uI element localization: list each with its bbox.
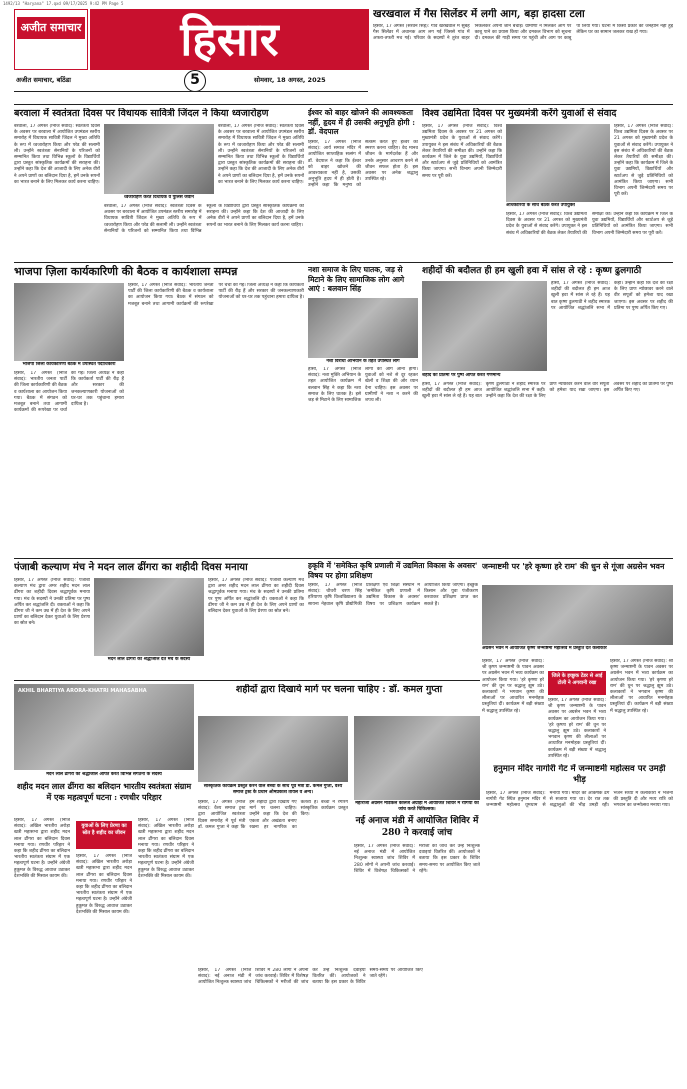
body-cont: हिसार, 17 अगस्त (निजि संवाद): श्री कृष्ण जन्माष्टमी के पावन अवसर पर अग्रसेन भवन में भव्य कार्यक्रम का आयोजन किया गया। 'हरे कृष्णा हरे राम' की धुन पर श्रद्धालु झूम उठे। कलाकारों ने भगवान कृष्ण की लीलाओं पर आधारित मनमोहक प्रस्तुतियां दीं। कार्यक्रम में बड़ी संख्या में श्रद्धालु उपस्थित रहे। — [610, 659, 673, 714]
paper-name-box — [14, 9, 88, 70]
body: हिसार, 17 अगस्त (निजि संवाद): विश्व उद्यमिता दिवस के अवसर पर 21 अगस्त को मुख्यमंत्री प्रदेश के युवाओं से संवाद करेंगे। उपायुक्त ने इस संबंध में अधिकारियों की बैठक लेकर तैयारियों की समीक्षा की। उन्होंने कहा कि कार्यक्रम में जिले के युवा उद्यमियों, विद्यार्थियों और स्टार्टअप से जुड़े प्रतिनिधियों को आमंत्रित किया जाएगा। सभी विभाग अपनी जिम्मेदारी समय पर पूरी करें। — [422, 124, 502, 179]
caption: अधिकारियों के साथ बैठक करते उपायुक्त — [506, 203, 575, 208]
body: हिसार, 17 अगस्त (निजि संवाद): वैश्य समाज ट्रस्ट द्वारा आयोजित स्वतंत्रता दिवस समारोह में पूर्व मंत्री डॉ. कमल गुप्ता ने कहा कि हमें शहीदों द्वारा दिखाये गए मार्ग पर चलना चाहिए। उन्होंने कहा कि देश की एकता और अखंडता बनाए रखना हर नागरिक का कर्तव्य है। बच्चों ने रंगारंग सांस्कृतिक कार्यक्रम प्रस्तुत किए। — [198, 800, 348, 830]
city-title: हिसार — [180, 12, 279, 66]
body: हिसार, 17 अगस्त (निजि संवाद): नागोरी गेट स्थित हनुमान मंदिर में जन्माष्टमी महोत्सव धूमधाम से मनाया गया। मंदिर को आकर्षक ढंग से सजाया गया था। देर रात तक श्रद्धालुओं की भीड़ उमड़ी रही। भजन संध्या में कलाकारों ने भजनों की प्रस्तुति दी और मध्य रात्रि को भगवान का जन्मोत्सव मनाया गया। — [486, 791, 673, 809]
article-hanuman — [486, 764, 673, 1084]
body-cont2: हिसार, 17 अगस्त (निजि संवाद): श्री कृष्ण जन्माष्टमी के पावन अवसर पर अग्रसेन भवन में भव्य कार्यक्रम का आयोजन किया गया। 'हरे कृष्णा हरे राम' की धुन पर श्रद्धालु झूम उठे। कलाकारों ने भगवान कृष्ण की लीलाओं पर आधारित मनमोहक प्रस्तुतियां दीं। कार्यक्रम में बड़ी संख्या में श्रद्धालु उपस्थित रहे। — [548, 698, 606, 758]
body: हांसी, 17 अगस्त (निजि संवाद): शहीदों की बदौलत ही हम आज खुली हवा में सांस ले रहे हैं। यह बात कृष्ण ढुलगाठी ने शहीद स्मारक पर आयोजित श्रद्धांजलि सभा में कही। उन्होंने कहा कि देश की रक्षा के लिए प्राण न्योछावर करने वाले वीर सपूतों को हमेशा याद रखा जाएगा। इस अवसर पर शहीद की प्रतिमा पर पुष्प अर्पित किए गए। — [551, 281, 673, 311]
photo — [94, 578, 204, 656]
body-cont: हिसार, 17 अगस्त (निजि संवाद): भारतीय जनता पार्टी की जिला कार्यकारिणी की बैठक व कार्यशाला का आयोजन किया गया। बैठक में संगठन को मजबूत बनाने तथा आगामी कार्यक्रमों की रूपरेखा पर चर्चा की गई। जिला अध्यक्ष ने कहा कि कार्यकर्ता पार्टी की रीढ़ हैं और सरकार की जनकल्याणकारी योजनाओं को घर-घर तक पहुंचाना हमारा दायित्व है। — [14, 371, 124, 414]
body: हांसी, 17 अगस्त (निजि संवाद): नशा मुक्ति अभियान के तहत आयोजित कार्यक्रम में बलवान सिंह ने कहा कि नशा समाज के लिए घातक है। इसे जड़ से मिटाने के लिए सामाजिक लोगों को आगे आना होगा। युवाओं को नशे से दूर रहकर खेलों व शिक्षा की ओर ध्यान देना चाहिए। इस अवसर पर ग्रामीणों ने नशा न करने की शपथ ली। — [308, 367, 418, 404]
body-cont2: हिसार, 17 अगस्त (निजि संवाद): अखिल भारतीय अरोड़ा खत्री महासभा द्वारा शहीद मदन लाल ढींगरा का बलिदान दिवस मनाया गया। रणधीर परिहार ने कहा कि शहीद ढींगरा का बलिदान भारतीय स्वतंत्रता संग्राम में एक महत्वपूर्ण घटना है। उन्होंने अंग्रेजी हुकूमत के विरुद्ध आवाज उठाकर देशभक्ति की मिसाल कायम की। — [138, 818, 194, 879]
headline: विश्व उद्यमिता दिवस पर मुख्यमंत्री करेंगे युवाओं से संवाद — [422, 108, 617, 119]
page-number: 5 — [184, 70, 206, 92]
body: हिसार, 17 अगस्त (निजि संवाद): श्री कृष्ण जन्माष्टमी के पावन अवसर पर अग्रसेन भवन में भव्य कार्यक्रम का आयोजन किया गया। 'हरे कृष्णा हरे राम' की धुन पर श्रद्धालु झूम उठे। कलाकारों ने भगवान कृष्ण की लीलाओं पर आधारित मनमोहक प्रस्तुतियां दीं। कार्यक्रम में बड़ी संख्या में श्रद्धालु उपस्थित रहे। — [482, 659, 544, 714]
photo — [14, 283, 124, 361]
body-cont: हांसी, 17 अगस्त (निजि संवाद): शहीदों की बदौलत ही हम आज खुली हवा में सांस ले रहे हैं। यह बात कृष्ण ढुलगाठी ने शहीद स्मारक पर आयोजित श्रद्धांजलि सभा में कही। उन्होंने कहा कि देश की रक्षा के लिए प्राण न्योछावर करने वाले वीर सपूतों को हमेशा याद रखा जाएगा। इस अवसर पर शहीद की प्रतिमा पर पुष्प अर्पित किए गए। — [422, 382, 673, 400]
banner: AKHIL BHARTIYA ARORA-KHATRI MAHASABHA — [18, 688, 147, 694]
paper-name: अजीत समाचार — [17, 17, 85, 39]
row3-rule — [14, 558, 673, 559]
caption: मदन लाल ढींगरा को श्रद्धांजलि अर्पित करते विभिन्न संगठनों के सदस्य — [46, 772, 162, 777]
headline: बरवाला में स्वतंत्रता दिवस पर विधायक सावित्री जिंदल ने किया ध्वजारोहण — [14, 108, 269, 119]
body: हिसार, 17 अगस्त (निजि संवाद): आर्य समाज मंदिर में आयोजित साप्ताहिक सत्संग में डॉ. वेदपाल ने कहा कि ईश्वर को बाहर खोजने की आवश्यकता नहीं है, उसकी अनुभूति हृदय में ही होती है। उन्होंने कहा कि मनुष्य को सत्कर्म करते हुए ईश्वर का स्मरण करना चाहिए। वेद मानव जीवन के मार्गदर्शक हैं और उनके अनुसार आचरण करने से जीवन सफल होता है। इस अवसर पर अनेक श्रद्धालु उपस्थित रहे। — [308, 140, 418, 189]
body: हिसार, 17 अगस्त (निजि संवाद): पंजाबी कल्याण मंच द्वारा अमर शहीद मदन लाल ढींगरा का शहीदी दिवस श्रद्धापूर्वक मनाया गया। मंच के सदस्यों ने उनकी प्रतिमा पर पुष्प अर्पित कर श्रद्धांजलि दी। वक्ताओं ने कहा कि ढींगरा जी ने कम उम्र में ही देश के लिए अपने प्राणों का बलिदान देकर युवाओं के लिए प्रेरणा का स्रोत बने। — [14, 578, 90, 627]
photo-medical — [354, 716, 480, 800]
headline: हकृवि में 'समेकित कृषि प्रणाली में उद्यमिता विकास के अवसर' विषय पर होगा प्रशिक्षण — [308, 561, 478, 580]
photo — [506, 124, 610, 202]
article-bjp — [14, 265, 304, 455]
printline: 1492/13 "Haryana" 17.qxd 09/17/2025 9:42 PM Page 5 — [3, 1, 124, 6]
body-cont: हिसार, 17 अगस्त (निजि संवाद): विश्व उद्यमिता दिवस के अवसर पर 21 अगस्त को मुख्यमंत्री प्रदेश के युवाओं से संवाद करेंगे। उपायुक्त ने इस संबंध में अधिकारियों की बैठक लेकर तैयारियों की समीक्षा की। उन्होंने कहा कि कार्यक्रम में जिले के युवा उद्यमियों, विद्यार्थियों और स्टार्टअप से जुड़े प्रतिनिधियों को आमंत्रित किया जाएगा। सभी विभाग अपनी जिम्मेदारी समय पर पूरी करें। — [614, 124, 673, 198]
headline: शहीद मदन लाल ढींगरा का बलिदान भारतीय स्वतंत्रता संग्राम में एक महत्वपूर्ण घटना : रणधीर परिहार — [16, 781, 192, 802]
article-dhingra — [14, 684, 194, 1084]
article-shahid — [422, 265, 673, 455]
mast-rule — [14, 91, 368, 92]
headline: भाजपा ज़िला कार्यकारिणी की बैठक व कार्यशाला सम्पन्न — [14, 265, 238, 278]
issue-date: सोमवार, 18 अगस्त, 2025 — [254, 76, 326, 84]
top-right-body: हिसार, 17 अगस्त (सरवन सिंह): गांव खरखवाल में सुबह गैस सिलेंडर में अचानक आग लग गई जिससे गांव में अफरा-तफरी मच गई। परिवार के सदस्यों ने तुरंत बाहर निकलकर अपनी जान बचाई। ग्रामीणों ने मिलकर आग पर काबू पाने का प्रयास किया और दमकल विभाग को सूचना दी। दमकल की गाड़ी समय पर पहुंची और आग पर काबू पा लिया गया। घटना में किसी प्रकार की जनहानि नहीं हुई लेकिन घर का सामान जलकर राख हो गया। — [373, 24, 673, 42]
callout: जिले के इच्छुक टेंडर से आई टोली ने अगवानी रखा — [548, 671, 606, 695]
headline: शहीदों की बदौलत ही हम खुली हवा में सांस ले रहे : कृष्ण ढुलगाठी — [422, 266, 642, 276]
caption: सांस्कृतिक कार्यक्रम प्रस्तुत करने वाले बच्चों के साथ पूर्व मंत्री डॉ. कमल गुप्ता, वैश्य समाज ट्रस्ट के प्रधान ओमप्रकाश तायल व अन्य। — [203, 784, 343, 795]
headline: ईश्वर को बाहर खोजने की आवश्यकता नहीं, हृदय में ही उसकी अनुभूति होगी : डॉ. वेदपाल — [308, 108, 415, 136]
headline: हनुमान मंदिर नागोरी गेट में जन्माष्टमी महोत्सव पर उमड़ी भीड़ — [493, 764, 666, 785]
masthead — [14, 9, 369, 89]
headline: नशा समाज के लिए घातक, जड़ से मिटाने के लिए सामाजिक लोग आगे आएं : बलवान सिंह — [308, 265, 405, 293]
row1-rule — [14, 104, 673, 105]
article-kamal-gupta — [198, 684, 480, 1084]
body: हिसार, 17 अगस्त (निजि संवाद): भारतीय जनता पार्टी की जिला कार्यकारिणी की बैठक व कार्यशाला का आयोजन किया गया। बैठक में संगठन को मजबूत बनाने तथा आगामी कार्यक्रमों की रूपरेखा पर चर्चा की गई। जिला अध्यक्ष ने कहा कि कार्यकर्ता पार्टी की रीढ़ हैं और सरकार की जनकल्याणकारी योजनाओं को घर-घर तक पहुंचाना हमारा दायित्व है। — [128, 283, 304, 307]
article-punjabi — [14, 561, 304, 674]
article-janmashtami — [482, 561, 673, 758]
row2-rule — [14, 262, 673, 263]
body-cont2: बरवाला, 17 अगस्त (निजि संवाद): स्वतंत्रता दिवस के अवसर पर बरवाला में आयोजित उपमंडल स्तरीय समारोह में विधायक सावित्री जिंदल ने मुख्य अतिथि के रूप में ध्वजारोहण किया और परेड की सलामी ली। उन्होंने स्वतंत्रता सेनानियों के परिजनों को सम्मानित किया तथा विभिन्न स्कूलों के विद्यार्थियों द्वारा प्रस्तुत सांस्कृतिक कार्यक्रमों की सराहना की। उन्होंने कहा कि देश की आजादी के लिए अनेक वीरों ने अपने प्राणों का बलिदान दिया है, हमें उनके सपनों का भारत बनाने के लिए मिलकर कार्य करना चाहिए। — [218, 124, 304, 185]
body: हिसार, 17 अगस्त (निजि संवाद): चौधरी चरण सिंह हरियाणा कृषि विश्वविद्यालय के सायना नेहवाल कृषि प्रौद्योगिकी प्रशिक्षण एवं शिक्षा संस्थान में 'समेकित कृषि प्रणाली में उद्यमिता विकास के अवसर' विषय पर प्रशिक्षण कार्यक्रम आयोजित किया जाएगा। इच्छुक किसान और युवा पंजीकरण करवाकर प्रशिक्षण प्राप्त कर सकते हैं। — [308, 583, 478, 607]
callout: युवाओं के लिए प्रेरणा का स्रोत है शहीद का जीवन — [76, 821, 132, 849]
caption: नशा विरोधी अभियान के तहत उपस्थित लोग — [326, 359, 400, 364]
body: हिसार, 17 अगस्त (निजि संवाद): अखिल भारतीय अरोड़ा खत्री महासभा द्वारा शहीद मदन लाल ढींगरा का बलिदान दिवस मनाया गया। रणधीर परिहार ने कहा कि शहीद ढींगरा का बलिदान भारतीय स्वतंत्रता संग्राम में एक महत्वपूर्ण घटना है। उन्होंने अंग्रेजी हुकूमत के विरुद्ध आवाज उठाकर देशभक्ति की मिसाल कायम की। — [14, 818, 70, 879]
top-right-story — [373, 8, 673, 104]
photo — [422, 281, 547, 371]
top-right-headline: खरखवाल में गैस सिलेंडर में लगी आग, बड़ा हादसा टला — [373, 8, 585, 20]
footer-left: अजीत समाचार, बठिंडा — [16, 76, 71, 84]
body-mandi-cont: हिसार, 17 अगस्त (निजि संवाद): नई अनाज मंडी में आयोजित निःशुल्क स्वास्थ्य जांच शिविर में 280 लोगों ने अपनी जांच करवाई। शिविर में विशेषज्ञ चिकित्सकों ने मरीजों की जांच कर उन्हें निःशुल्क दवाइयां वितरित कीं। आयोजकों ने बताया कि इस प्रकार के शिविर समय-समय पर आयोजित किए जाते रहेंगे। — [198, 968, 423, 986]
headline: पंजाबी कल्याण मंच ने मदन लाल ढींगरा का शहीदी दिवस मनाया — [14, 562, 248, 573]
body-cont: बरवाला, 17 अगस्त (निजि संवाद): स्वतंत्रता दिवस के अवसर पर बरवाला में आयोजित उपमंडल स्तरीय समारोह में विधायक सावित्री जिंदल ने मुख्य अतिथि के रूप में ध्वजारोहण किया और परेड की सलामी ली। उन्होंने स्वतंत्रता सेनानियों के परिजनों को सम्मानित किया तथा विभिन्न स्कूलों के विद्यार्थियों द्वारा प्रस्तुत सांस्कृतिक कार्यक्रमों की सराहना की। उन्होंने कहा कि देश की आजादी के लिए अनेक वीरों ने अपने प्राणों का बलिदान दिया है, हमें उनके सपनों का भारत बनाने के लिए मिलकर कार्य करना चाहिए। — [104, 204, 304, 234]
caption: भाजपा जिला कार्यकारिणी बैठक में उपस्थित पदाधिकारी — [22, 362, 116, 367]
photo — [104, 124, 214, 194]
photo — [482, 585, 673, 645]
article-barwala — [14, 108, 304, 258]
photo — [14, 684, 194, 770]
body: बरवाला, 17 अगस्त (निजि संवाद): स्वतंत्रता दिवस के अवसर पर बरवाला में आयोजित उपमंडल स्तरीय समारोह में विधायक सावित्री जिंदल ने मुख्य अतिथि के रूप में ध्वजारोहण किया और परेड की सलामी ली। उन्होंने स्वतंत्रता सेनानियों के परिजनों को सम्मानित किया तथा विभिन्न स्कूलों के विद्यार्थियों द्वारा प्रस्तुत सांस्कृतिक कार्यक्रमों की सराहना की। उन्होंने कहा कि देश की आजादी के लिए अनेक वीरों ने अपने प्राणों का बलिदान दिया है, हमें उनके सपनों का भारत बनाने के लिए मिलकर कार्य करना चाहिए। — [14, 124, 100, 185]
photo — [308, 298, 418, 358]
photo — [198, 716, 348, 782]
caption-medical: महाराजा अग्रसेन मेडिकल कॉलेज अग्रोहा में आयोजित शिविर में रोगियों की जांच करते चिकित्सक। — [355, 801, 479, 812]
body-cont: हिसार, 17 अगस्त (निजि संवाद): पंजाबी कल्याण मंच द्वारा अमर शहीद मदन लाल ढींगरा का शहीदी दिवस श्रद्धापूर्वक मनाया गया। मंच के सदस्यों ने उनकी प्रतिमा पर पुष्प अर्पित कर श्रद्धांजलि दी। वक्ताओं ने कहा कि ढींगरा जी ने कम उम्र में ही देश के लिए अपने प्राणों का बलिदान देकर युवाओं के लिए प्रेरणा का स्रोत बने। — [208, 578, 304, 615]
article-vedpal — [308, 108, 418, 258]
row4-rule — [14, 680, 480, 681]
body-cont: हिसार, 17 अगस्त (निजि संवाद): अखिल भारतीय अरोड़ा खत्री महासभा द्वारा शहीद मदन लाल ढींगरा का बलिदान दिवस मनाया गया। रणधीर परिहार ने कहा कि शहीद ढींगरा का बलिदान भारतीय स्वतंत्रता संग्राम में एक महत्वपूर्ण घटना है। उन्होंने अंग्रेजी हुकूमत के विरुद्ध आवाज उठाकर देशभक्ति की मिसाल कायम की। — [76, 854, 132, 915]
article-nasha — [308, 265, 418, 455]
caption: ध्वजारोहण करते विधायक व पुलिस जवान — [124, 195, 194, 200]
article-udyamita — [422, 108, 673, 258]
headline: शहीदों द्वारा दिखाये मार्ग पर चलना चाहिए : डॉ. कमल गुप्ता — [235, 684, 443, 695]
caption: शहीद की प्रतिमा पर पुष्प अर्पित करते गणमान्य — [422, 373, 501, 378]
headline: जन्माष्टमी पर 'हरे कृष्णा हरे राम' की धुन से गूंजा अग्रसेन भवन — [482, 561, 665, 571]
body-cont2: हिसार, 17 अगस्त (निजि संवाद): विश्व उद्यमिता दिवस के अवसर पर 21 अगस्त को मुख्यमंत्री प्रदेश के युवाओं से संवाद करेंगे। उपायुक्त ने इस संबंध में अधिकारियों की बैठक लेकर तैयारियों की समीक्षा की। उन्होंने कहा कि कार्यक्रम में जिले के युवा उद्यमियों, विद्यार्थियों और स्टार्टअप से जुड़े प्रतिनिधियों को आमंत्रित किया जाएगा। सभी विभाग अपनी जिम्मेदारी समय पर पूरी करें। — [506, 212, 673, 236]
caption: अग्रसेन भवन में आयोजित कृष्ण जन्माष्टमी महोत्सव में प्रस्तुति देते कलाकार — [482, 646, 607, 651]
caption: मदन लाल ढींगरा को श्रद्धांजलि देते मंच के सदस्य — [107, 657, 191, 662]
article-hau — [308, 561, 478, 674]
body-mandi: हिसार, 17 अगस्त (निजि संवाद): नई अनाज मंडी में आयोजित निःशुल्क स्वास्थ्य जांच शिविर में 280 लोगों ने अपनी जांच करवाई। शिविर में विशेषज्ञ चिकित्सकों ने मरीजों की जांच कर उन्हें निःशुल्क दवाइयां वितरित कीं। आयोजकों ने बताया कि इस प्रकार के शिविर समय-समय पर आयोजित किए जाते रहेंगे। — [354, 844, 480, 874]
headline-mandi: नई अनाज मंडी में आयोजित शिविर में 280 ने करवाई जांच — [355, 816, 479, 838]
